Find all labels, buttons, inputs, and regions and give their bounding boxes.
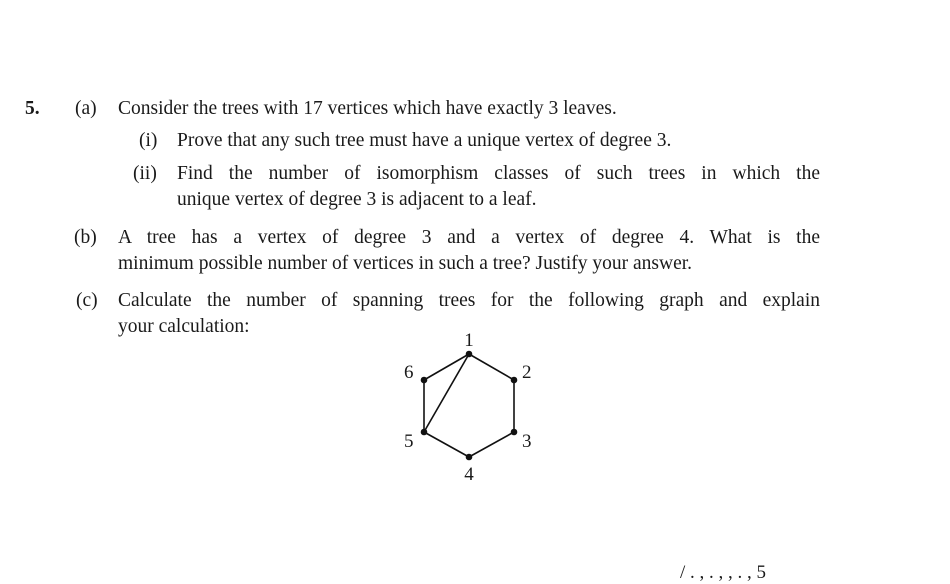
- footer-fragment: / . , . , , . , 5: [680, 562, 767, 583]
- part-a-i-text: Prove that any such tree must have a unique vertex of degree 3.: [177, 130, 672, 151]
- question-number: 5.: [25, 98, 40, 119]
- vertex-label-2: 2: [522, 362, 532, 383]
- part-c-line1: Calculate the number of spanning trees for the following graph and explain: [118, 290, 820, 311]
- vertex-2: [511, 377, 518, 384]
- part-a-text: Consider the trees with 17 vertices which have exactly 3 leaves.: [118, 98, 617, 119]
- part-a-i-label: (i): [139, 130, 158, 151]
- vertex-label-1: 1: [464, 330, 474, 351]
- hexagon-graph: [390, 325, 550, 485]
- part-a-ii-label: (ii): [133, 163, 157, 184]
- part-c-label: (c): [76, 290, 98, 311]
- vertex-3: [511, 429, 518, 436]
- edge-4-5: [424, 432, 469, 457]
- edge-3-4: [469, 432, 514, 457]
- part-a-ii-line1: Find the number of isomorphism classes of such trees in which the: [177, 163, 820, 184]
- vertex-4: [466, 454, 473, 461]
- vertex-6: [421, 377, 428, 384]
- vertex-1: [466, 351, 473, 358]
- part-a-label: (a): [75, 98, 97, 119]
- part-c-line2: your calculation:: [118, 316, 250, 337]
- vertex-label-6: 6: [404, 362, 414, 383]
- edge-1-2: [469, 354, 514, 380]
- edge-1-5: [424, 354, 469, 432]
- part-b-label: (b): [74, 227, 97, 248]
- vertex-label-5: 5: [404, 431, 414, 452]
- vertex-5: [421, 429, 428, 436]
- vertex-label-3: 3: [522, 431, 532, 452]
- part-a-ii-line2: unique vertex of degree 3 is adjacent to a leaf.: [177, 189, 537, 210]
- vertex-label-4: 4: [464, 464, 474, 485]
- part-b-line2: minimum possible number of vertices in such a tree? Justify your answer.: [118, 253, 693, 274]
- part-b-line1: A tree has a vertex of degree 3 and a vertex of degree 4. What is the: [118, 227, 820, 248]
